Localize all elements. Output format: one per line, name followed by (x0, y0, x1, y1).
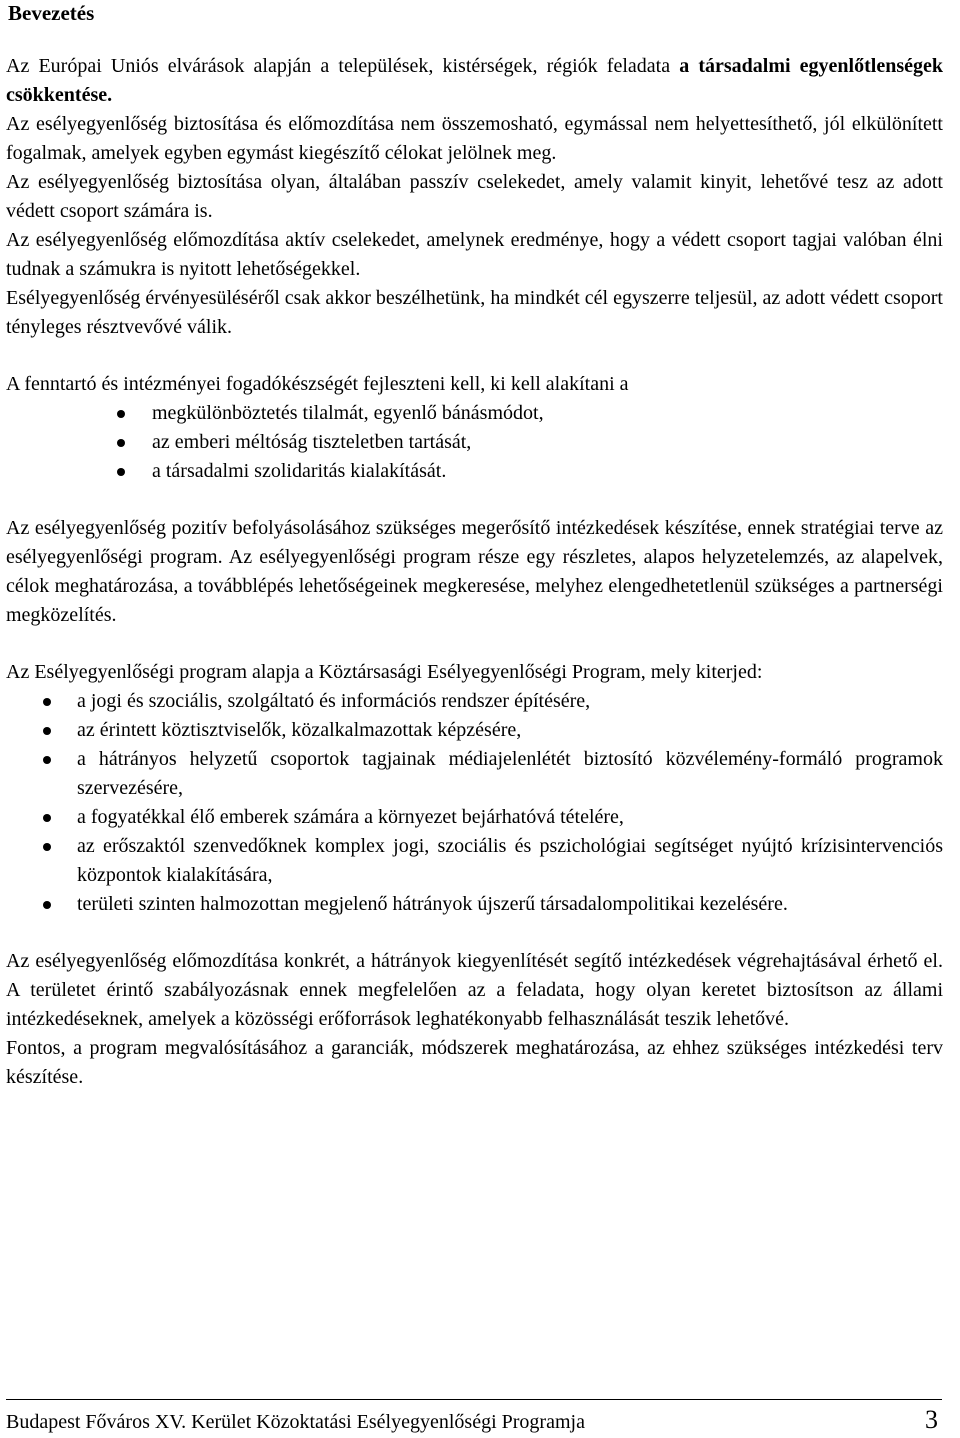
bullet-icon (117, 439, 125, 447)
list-item-text: az érintett köztisztviselők, közalkalmazottak képzésére, (77, 719, 522, 741)
list-item (6, 428, 943, 457)
list-item-text: a jogi és szociális, szolgáltató és információs rendszer építésére, (77, 690, 591, 712)
list-item (6, 716, 943, 745)
list-item (6, 890, 943, 919)
list-item-text: az emberi méltóság tiszteletben tartását, (152, 431, 472, 453)
document-body (6, 52, 943, 1092)
bullet-icon (43, 814, 51, 822)
intro-paragraph-1 (6, 52, 943, 110)
intro-paragraph-1-bold: a társadalmi egyenlőtlenségek csökkentése. (6, 55, 943, 106)
bullet-icon (43, 756, 51, 764)
list-item-text: az erőszaktól szenvedőknek komplex jogi, szociális és pszichológiai segítséget nyújtó krízisintervenciós központok kialakítására, (77, 835, 943, 886)
list-item (6, 745, 943, 803)
bullet-icon (43, 901, 51, 909)
list-item (6, 832, 943, 890)
section4-lead: Az Esélyegyenlőségi program alapja a Köztársasági Esélyegyenlőségi Program, mely kiterjed: (6, 661, 763, 683)
section5-paragraph-2: Fontos, a program megvalósításához a garanciák, módszerek meghatározása, az ehhez szükséges intézkedési terv készítése. (6, 1037, 943, 1088)
intro-paragraph-4: Az esélyegyenlőség előmozdítása aktív cselekedet, amelynek eredménye, hogy a védett csoport tagjai valóban élni tudnak a számukra is nyitott lehetőségekkel. (6, 229, 943, 280)
bullet-icon (43, 727, 51, 735)
section5-paragraph-1: Az esélyegyenlőség előmozdítása konkrét, a hátrányok kiegyenlítését segítő intézkedések végrehajtásával érhető el. A területet érintő szabályozásnak ennek megfelelően az a feladata, hogy olyan keretet biztosítson az állami intézkedéseknek, amelyek a közösségi erőforrások leghatékonyabb felhasználását teszik lehetővé. (6, 950, 943, 1030)
list-item-text: megkülönböztetés tilalmát, egyenlő bánásmódot, (152, 402, 544, 424)
footer-divider (6, 1399, 942, 1400)
intro-paragraph-5: Esélyegyenlőség érvényesüléséről csak akkor beszélhetünk, ha mindkét cél egyszerre teljesül, az adott védett csoport tényleges résztvevővé válik. (6, 287, 943, 338)
section3-paragraph: Az esélyegyenlőség pozitív befolyásolásához szükséges megerősítő intézkedések készítése, ennek stratégiai terve az esélyegyenlőségi program. Az esélyegyenlőségi program része egy részletes, alapos helyzetelemzés, az alapelvek, célok meghatározása, a továbblépés lehetőségeinek megkeresése, melyhez elengedhetetlenül szükséges a partnerségi megközelítés. (6, 517, 943, 626)
bullet-icon (117, 410, 125, 418)
section2-lead: A fenntartó és intézményei fogadókészségét fejleszteni kell, ki kell alakítani a (6, 373, 629, 395)
list-item-text: a hátrányos helyzetű csoportok tagjainak médiajelenlétét biztosító közvélemény-formáló programok szervezésére, (77, 748, 943, 799)
section2-list (6, 399, 943, 486)
list-item-text: a fogyatékkal élő emberek számára a környezet bejárhatóvá tételére, (77, 806, 624, 828)
intro-paragraph-3: Az esélyegyenlőség biztosítása olyan, általában passzív cselekedet, amely valamit kinyit, lehetővé tesz az adott védett csoport számára is. (6, 171, 943, 222)
page-number: 3 (925, 1405, 938, 1434)
intro-paragraph-1-text: Az Európai Uniós elvárások alapján a települések, kistérségek, régiók feladata (6, 55, 680, 77)
footer-title: Budapest Főváros XV. Kerület Közoktatási Esélyegyenlőségi Programja (6, 1411, 585, 1433)
intro-paragraph-2: Az esélyegyenlőség biztosítása és előmozdítása nem összemosható, egymással nem helyettesíthető, jól elkülönített fogalmak, amelyek egyben egymást kiegészítő célokat jelölnek meg. (6, 113, 943, 164)
list-item-text: területi szinten halmozottan megjelenő hátrányok újszerű társadalompolitikai kezelésére. (77, 893, 788, 915)
list-item (6, 687, 943, 716)
bullet-icon (43, 843, 51, 851)
page-heading: Bevezetés (8, 1, 95, 25)
section4-list (6, 687, 943, 919)
bullet-icon (117, 468, 125, 476)
list-item (6, 399, 943, 428)
list-item (6, 803, 943, 832)
list-item-text: a társadalmi szolidaritás kialakítását. (152, 460, 447, 482)
list-item (6, 457, 943, 486)
bullet-icon (43, 698, 51, 706)
